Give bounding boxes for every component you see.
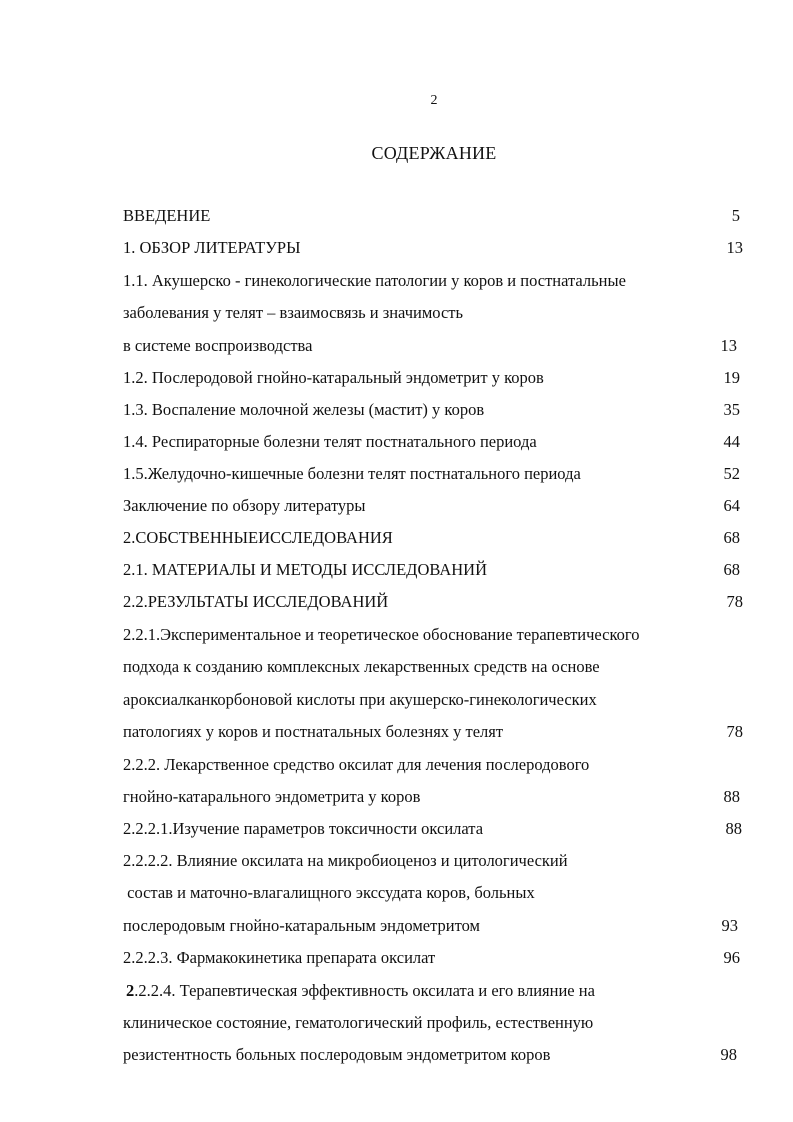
toc-entry-text: 1.3. Воспаление молочной железы (мастит) у коров (123, 400, 485, 419)
toc-entry-text: Заключение по обзору литературы (123, 496, 366, 515)
toc-entry (0, 526, 793, 550)
toc-entry-text: подхода к созданию комплексных лекарственных средств на основе (123, 657, 600, 676)
toc-entry-text: 2.2.2. Лекарственное средство оксилат для лечения послеродового (123, 755, 590, 774)
toc-entry-page: 13 (720, 336, 737, 355)
toc-entry-text: заболевания у телят – взаимосвязь и значимость (123, 303, 464, 322)
toc-entry (0, 334, 793, 358)
toc-entry-text: 2.2.1.Экспериментальное и теоретическое обоснование терапевтического (123, 625, 640, 644)
toc-entry-page: 96 (723, 948, 740, 967)
toc-entry (0, 462, 793, 486)
toc-entry (0, 623, 793, 647)
toc-entry-text: клиническое состояние, гематологический профиль, естественную (123, 1013, 594, 1032)
toc-entry (0, 236, 793, 260)
toc-entry (0, 1011, 793, 1035)
toc-entry-text: 1.5.Желудочно-кишечные болезни телят постнатального периода (123, 464, 581, 483)
toc-entry (0, 204, 793, 228)
toc-entry-page: 44 (723, 432, 740, 451)
toc-entry-text: 1.4. Респираторные болезни телят постнатального периода (123, 432, 537, 451)
page-title: СОДЕРЖАНИЕ (371, 143, 497, 163)
toc-entry-page: 68 (723, 560, 740, 579)
toc-entry (0, 720, 793, 744)
toc-entry (0, 269, 793, 293)
toc-entry-page: 88 (725, 819, 742, 838)
toc-entry-bold-prefix: 2 (126, 981, 135, 1000)
toc-entry-page: 68 (723, 528, 740, 547)
toc-entry (0, 1043, 793, 1067)
toc-entry-text: послеродовым гнойно-катаральным эндометритом (123, 916, 480, 935)
toc-entry-page: 35 (723, 400, 740, 419)
toc-entry (0, 398, 793, 422)
toc-entry-text: в системе воспроизводства (123, 336, 313, 355)
toc-entry-page: 78 (726, 722, 743, 741)
toc-entry (0, 849, 793, 873)
toc-entry-text: 2.2.2.3. Фармакокинетика препарата оксилат (123, 948, 436, 967)
toc-entry-text: 1.1. Акушерско - гинекологические патологии у коров и постнатальные (123, 271, 626, 290)
toc-entry-text: 2.1. МАТЕРИАЛЫ И МЕТОДЫ ИССЛЕДОВАНИЙ (123, 560, 487, 579)
toc-entry-text: 1. ОБЗОР ЛИТЕРАТУРЫ (123, 238, 301, 257)
toc-entry-text: 2.СОБСТВЕННЫЕИССЛЕДОВАНИЯ (123, 528, 393, 547)
toc-entry-text: состав и маточно-влагалищного экссудата коров, больных (123, 883, 535, 902)
toc-entry (0, 430, 793, 454)
toc-entry-text-rest: .2.2.4. Терапевтическая эффективность оксилата и его влияние на (134, 981, 595, 1000)
toc-entry (0, 558, 793, 582)
toc-entry (0, 366, 793, 390)
toc-entry-page: 93 (721, 916, 738, 935)
toc-entry-page: 78 (726, 592, 743, 611)
toc-entry-page: 19 (723, 368, 740, 387)
toc-entry-page: 52 (723, 464, 740, 483)
toc-entry (0, 655, 793, 679)
toc-entry-page: 88 (723, 787, 740, 806)
toc-entry (0, 688, 793, 712)
toc-entry-text: резистентность больных послеродовым эндометритом коров (123, 1045, 551, 1064)
toc-entry-text: ароксиалканкорбоновой кислоты при акушерско-гинекологических (123, 690, 597, 709)
toc-entry-text: 2.2.2.2. Влияние оксилата на микробиоценоз и цитологический (123, 851, 568, 870)
toc-entry (0, 817, 793, 841)
toc-entry (0, 979, 793, 1003)
toc-entry (0, 946, 793, 970)
toc-entry (0, 785, 793, 809)
toc-entry (0, 753, 793, 777)
toc-entry-text: гнойно-катарального эндометрита у коров (123, 787, 421, 806)
toc-entry-page: 13 (726, 238, 743, 257)
toc-entry-text: ВВЕДЕНИЕ (123, 206, 211, 225)
toc-entry-text: патологиях у коров и постнатальных болезнях у телят (123, 722, 504, 741)
toc-entry (0, 494, 793, 518)
toc-entry (0, 590, 793, 614)
toc-entry-page: 5 (731, 206, 740, 225)
toc-entry-text: 1.2. Послеродовой гнойно-катаральный эндометрит у коров (123, 368, 544, 387)
page-number: 2 (430, 93, 438, 108)
toc-entry-page: 98 (720, 1045, 737, 1064)
toc-entry (0, 881, 793, 905)
toc-entry-text: 2.2.2.1.Изучение параметров токсичности оксилата (123, 819, 484, 838)
toc-entry (0, 301, 793, 325)
toc-entry-text: 2.2.РЕЗУЛЬТАТЫ ИССЛЕДОВАНИЙ (123, 592, 389, 611)
toc-entry-page: 64 (723, 496, 740, 515)
toc-entry-text (126, 979, 595, 1003)
toc-entry (0, 914, 793, 938)
